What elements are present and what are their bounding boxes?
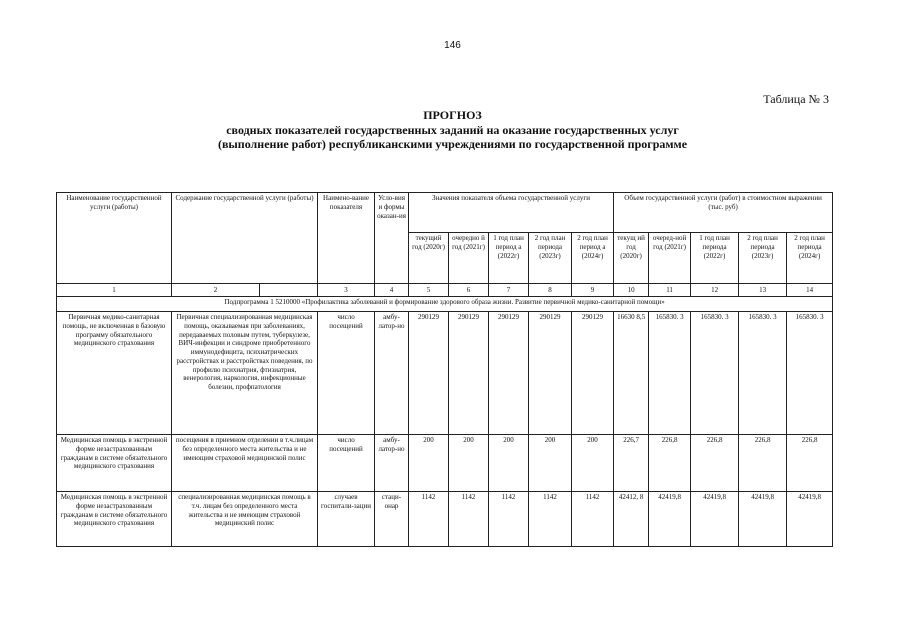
row-value: 200 (572, 435, 614, 492)
row-cost: 226,8 (691, 435, 739, 492)
row-value: 200 (409, 435, 449, 492)
index-cell: 3 (318, 284, 375, 297)
index-cell: 13 (739, 284, 787, 297)
header-row-1 (57, 193, 833, 233)
row-value: 200 (489, 435, 529, 492)
forecast-table (56, 192, 833, 547)
index-cell: 14 (787, 284, 833, 297)
title-subtitle-1: сводных показателей государственных заданий на оказание государственных услуг (226, 123, 679, 137)
row-value: 200 (529, 435, 572, 492)
header-cost-col: 2 год план периода (2023г) (739, 233, 787, 284)
row-cost: 226,8 (787, 435, 833, 492)
page-number: 146 (444, 40, 461, 51)
subprogram-title: Подпрограмма 1 5210000 «Профилактика заболеваний и формирование здорового образа жизни. Развитие первичной медико-санитарной помощи» (57, 297, 833, 312)
row-cost: 42419,8 (739, 492, 787, 547)
row-value: 290129 (572, 312, 614, 435)
index-cell: 11 (649, 284, 691, 297)
row-service-name: Первичная медико-санитарная помощь, не включенная в базовую программу обязательного медицинского страхования (57, 312, 172, 435)
row-cost: 226,8 (739, 435, 787, 492)
row-value: 290129 (489, 312, 529, 435)
row-cost: 165830. 3 (649, 312, 691, 435)
row-cost: 42419,8 (787, 492, 833, 547)
table-row (57, 492, 833, 547)
header-cost-col: 1 год план периода (2022г) (691, 233, 739, 284)
row-cost: 165830. 3 (787, 312, 833, 435)
row-service-name: Медицинская помощь в экстренной форме незастрахованным гражданам в системе обязательного медицинского страхования (57, 492, 172, 547)
title-subtitle-2: (выполнение работ) республиканскими учреждениями по государственной программе (217, 137, 688, 151)
row-cost: 165830. 3 (691, 312, 739, 435)
header-value-col: 1 год план период а (2022г) (489, 233, 529, 284)
row-value: 290129 (529, 312, 572, 435)
row-cost: 16630 8,5 (614, 312, 649, 435)
header-value-col: очередно й год (2021г) (449, 233, 489, 284)
row-value: 1142 (449, 492, 489, 547)
index-cell: 9 (572, 284, 614, 297)
index-cell: 2 (172, 284, 260, 297)
row-cost: 226,8 (649, 435, 691, 492)
row-value: 1142 (529, 492, 572, 547)
row-value: 290129 (449, 312, 489, 435)
header-indicator-name: Наимено-вание показателя (318, 193, 375, 284)
index-cell (260, 284, 318, 297)
header-cost-col: текущ ий год (2020г) (614, 233, 649, 284)
row-cost: 42419,8 (649, 492, 691, 547)
index-cell: 12 (691, 284, 739, 297)
row-value: 1142 (489, 492, 529, 547)
subprogram-row (57, 297, 833, 312)
header-cost-col: очеред-ной год (2021г) (649, 233, 691, 284)
row-form: стаци-онар (375, 492, 409, 547)
row-value: 200 (449, 435, 489, 492)
index-cell: 7 (489, 284, 529, 297)
header-value-col: 2 год план период а (2024г) (572, 233, 614, 284)
row-cost: 42412, 8 (614, 492, 649, 547)
title-forecast: ПРОГНОЗ (423, 108, 482, 122)
header-service-content: Содержание государственной услуги (работы) (172, 193, 318, 284)
header-service-name: Наименование государственной услуги (работы) (57, 193, 172, 284)
index-cell: 6 (449, 284, 489, 297)
header-values-group: Значения показателя объема государственной услуги (409, 193, 614, 233)
row-value: 290129 (409, 312, 449, 435)
row-cost: 165830. 3 (739, 312, 787, 435)
row-value: 1142 (572, 492, 614, 547)
header-value-col: 2 год план периода (2023г) (529, 233, 572, 284)
row-indicator: число посещений (318, 312, 375, 435)
row-service-content: Первичная специализированная медицинская помощь, оказываемая при заболеваниях, передаваемых половым путем, туберкулезе, ВИЧ-инфекции и синдроме приобретенного иммунодефицита, психиатрических расстройствах и расстройствах поведения, по профилю психиатрия, фтизиатрия, венерология, наркология, инфекционные болезни, профпатология (172, 312, 318, 435)
row-cost: 42419,8 (691, 492, 739, 547)
row-service-name: Медицинская помощь в экстренной форме незастрахованным гражданам в системе обязательного медицинского страхования (57, 435, 172, 492)
index-cell: 4 (375, 284, 409, 297)
header-cost-col: 2 год план периода (2024г) (787, 233, 833, 284)
header-value-col: текущий год (2020г) (409, 233, 449, 284)
index-cell: 8 (529, 284, 572, 297)
table-row (57, 435, 833, 492)
index-cell: 5 (409, 284, 449, 297)
table-label: Таблица № 3 (763, 92, 829, 106)
row-cost: 226,7 (614, 435, 649, 492)
row-value: 1142 (409, 492, 449, 547)
index-row (57, 284, 833, 297)
header-conditions: Усло-вия и формы оказан-ия (375, 193, 409, 284)
row-service-content: специализированная медицинская помощь в т.ч. лицам без определенного места жительства и не имеющим страховой медицинский полис (172, 492, 318, 547)
index-cell: 1 (57, 284, 172, 297)
row-form: амбу-латор-но (375, 312, 409, 435)
table-row (57, 312, 833, 435)
row-form: амбу-латор-но (375, 435, 409, 492)
row-indicator: число посещений (318, 435, 375, 492)
row-indicator: случаев госпитали-зации (318, 492, 375, 547)
header-cost-group: Объем государственной услуги (работ) в стоимостном выражении (тыс. руб) (614, 193, 833, 233)
row-service-content: посещения в приемном отделении в т.ч.лицам без определенного места жительства и не имеющим страховой медицинской полис (172, 435, 318, 492)
index-cell: 10 (614, 284, 649, 297)
